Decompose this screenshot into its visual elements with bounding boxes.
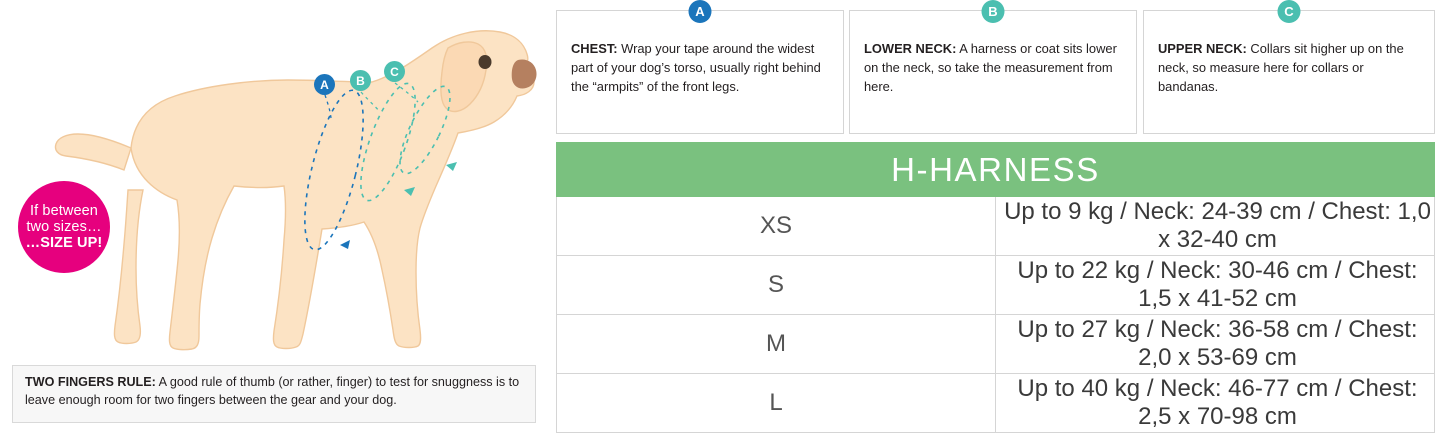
diagram-badge-b: B — [350, 70, 371, 91]
table-title-row — [557, 143, 1435, 197]
size-label: XS — [557, 197, 996, 256]
dog-far-hind-leg — [114, 190, 143, 344]
size-label: M — [557, 315, 996, 374]
size-up-line-3: …SIZE UP! — [25, 235, 103, 252]
callout-lower-neck-title: LOWER NECK: — [864, 41, 957, 56]
dog-eye — [479, 55, 492, 69]
callout-lower-neck — [849, 4, 1137, 134]
table-row — [557, 197, 1435, 256]
size-label: L — [557, 374, 996, 433]
diagram-badge-a: A — [314, 74, 335, 95]
size-spec: Up to 40 kg / Neck: 46-77 cm / Chest: 2,5 x 70-98 cm — [996, 374, 1435, 433]
callout-upper-neck — [1143, 4, 1435, 134]
measure-arrow-c — [446, 162, 457, 171]
size-spec: Up to 27 kg / Neck: 36-58 cm / Chest: 2,0 x 53-69 cm — [996, 315, 1435, 374]
callout-chest — [556, 4, 844, 134]
table-row — [557, 256, 1435, 315]
left-panel — [0, 0, 548, 435]
callout-upper-neck-title: UPPER NECK: — [1158, 41, 1247, 56]
table-row — [557, 315, 1435, 374]
size-table — [556, 142, 1435, 433]
table-row — [557, 374, 1435, 433]
two-fingers-title: TWO FINGERS RULE: — [25, 375, 156, 389]
callout-upper-neck-text: Collars sit higher up on the neck, so measure here for collars or bandanas. — [1158, 41, 1404, 95]
table-title: H-HARNESS — [557, 143, 1435, 197]
size-label: S — [557, 256, 996, 315]
size-spec: Up to 9 kg / Neck: 24-39 cm / Chest: 1,0 x 32-40 cm — [996, 197, 1435, 256]
callout-marker-b: B — [982, 0, 1005, 23]
callout-chest-title: CHEST: — [571, 41, 618, 56]
callout-chest-text: Wrap your tape around the widest part of your dog’s torso, usually right behind the “armpits” of the front legs. — [571, 41, 821, 95]
size-spec: Up to 22 kg / Neck: 30-46 cm / Chest: 1,5 x 41-52 cm — [996, 256, 1435, 315]
measure-arrow-a — [340, 240, 350, 249]
callout-marker-a: A — [689, 0, 712, 23]
callout-lower-neck-text: A harness or coat sits lower on the neck, so take the measurement from here. — [864, 41, 1117, 95]
diagram-badge-c: C — [384, 61, 405, 82]
size-up-badge — [18, 181, 110, 273]
two-fingers-rule-box — [12, 365, 536, 423]
two-fingers-text: A good rule of thumb (or rather, finger) to test for snuggness is to leave enough room for two fingers between the gear and your dog. — [25, 375, 520, 407]
dog-tail — [55, 134, 131, 170]
size-up-line-2: two sizes… — [26, 218, 102, 235]
callout-marker-c: C — [1278, 0, 1301, 23]
size-up-line-1: If between — [30, 202, 98, 219]
